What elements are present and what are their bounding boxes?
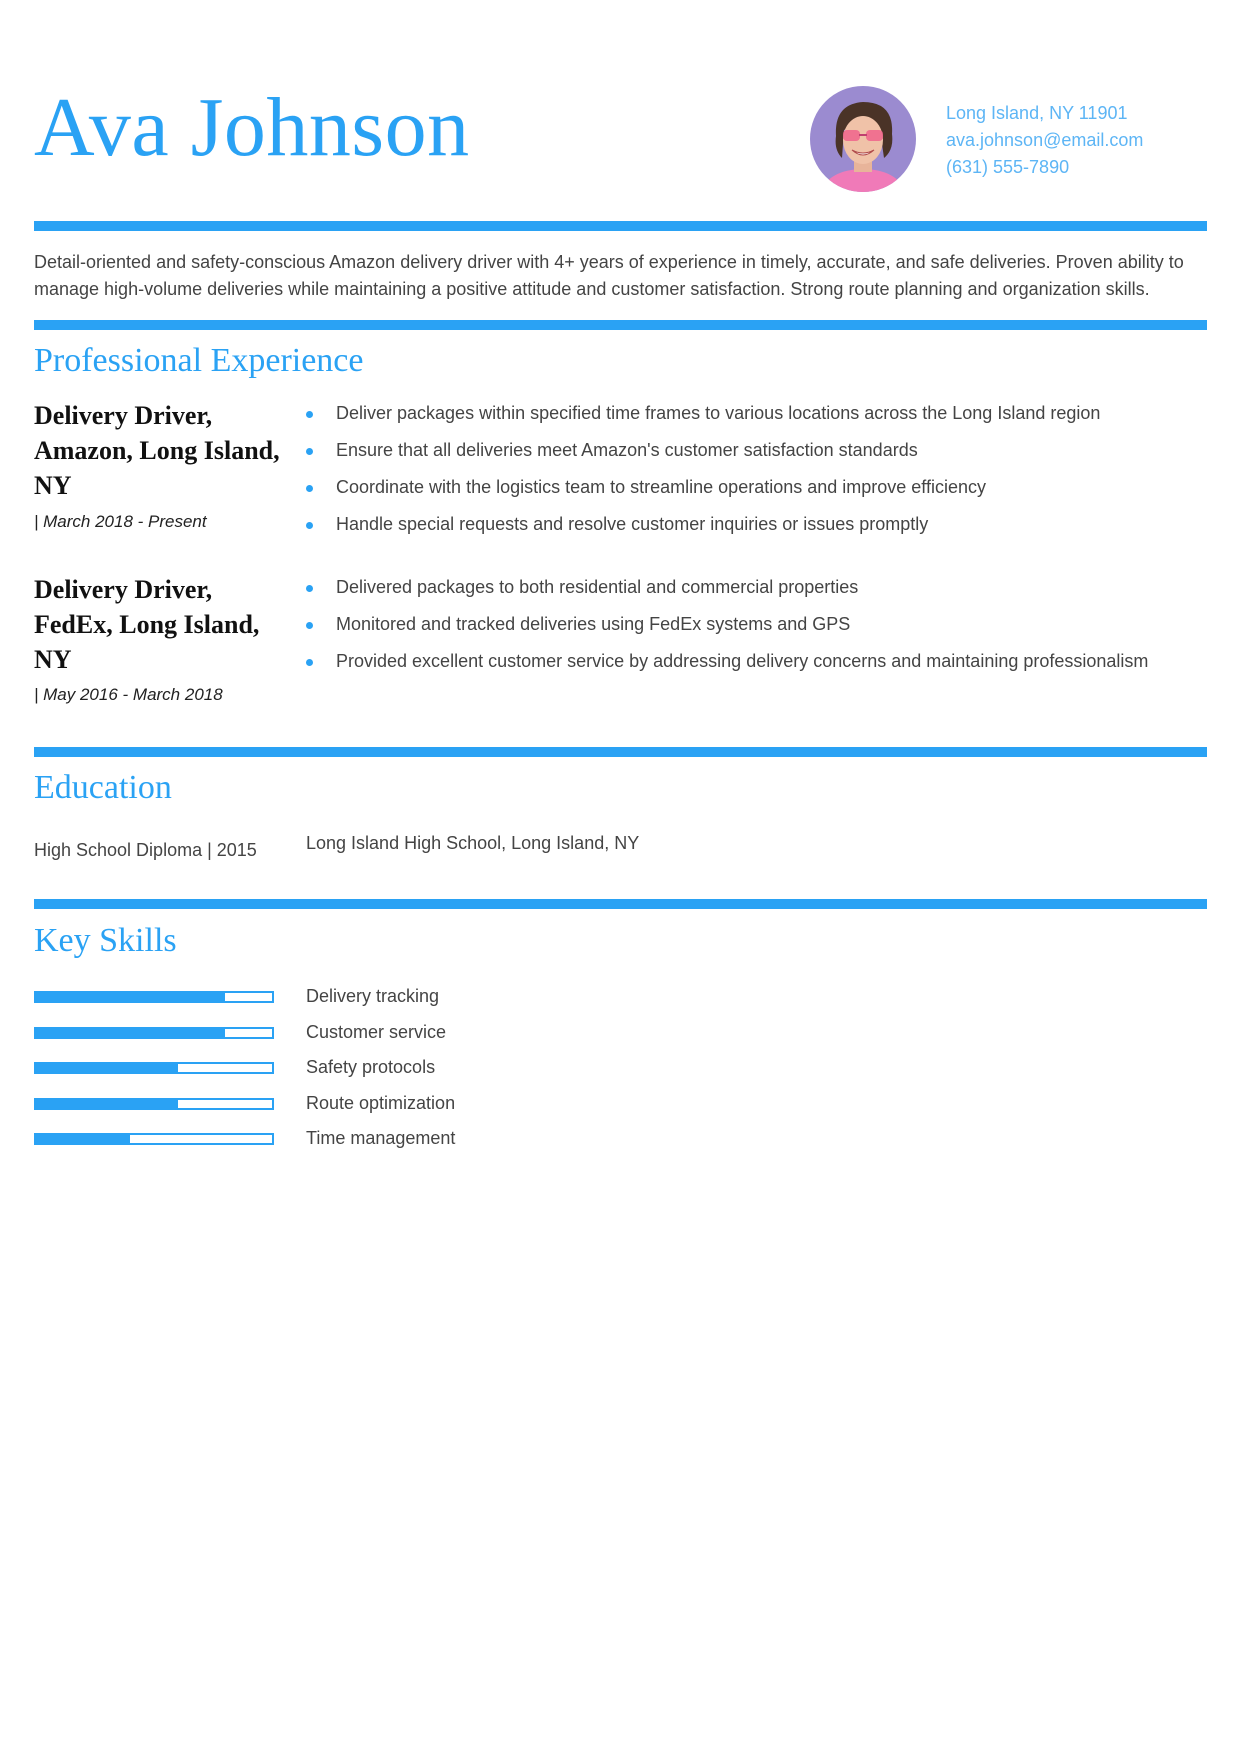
job-dates: | May 2016 - March 2018 xyxy=(34,685,223,704)
skill-level-fill xyxy=(36,1064,178,1072)
skill-label: Route optimization xyxy=(306,1092,456,1113)
skill-level-bar xyxy=(34,1027,274,1039)
contact-info xyxy=(946,100,1143,181)
avatar xyxy=(810,86,916,192)
job-bullet: Delivered packages to both residential and commercial properties xyxy=(306,575,1148,612)
location-text: Long Island, NY 11901 xyxy=(946,103,1128,123)
job-bullets xyxy=(306,575,1148,686)
skill-level-bar xyxy=(34,1133,274,1145)
skill-label: Safety protocols xyxy=(306,1057,436,1077)
phone-text: (631) 555-7890 xyxy=(946,157,1070,177)
job-bullet: Deliver packages within specified time frames to various locations across the Long Island region xyxy=(306,401,1100,438)
skill-level-fill xyxy=(36,993,225,1001)
skill-level-fill xyxy=(36,1135,130,1143)
candidate-name: Ava Johnson xyxy=(34,81,470,174)
education-heading: Education xyxy=(34,769,172,806)
skill-level-bar xyxy=(34,1098,274,1110)
skill-level-bar xyxy=(34,991,274,1003)
profile-photo-image xyxy=(810,86,916,192)
skills-divider xyxy=(34,899,1207,909)
job-bullets xyxy=(306,401,1100,549)
job-bullet: Monitored and tracked deliveries using FedEx systems and GPS xyxy=(306,612,1148,649)
skills-heading: Key Skills xyxy=(34,922,177,959)
skill-level-bar xyxy=(34,1062,274,1074)
job-bullet: Coordinate with the logistics team to streamline operations and improve efficiency xyxy=(306,475,1100,512)
job-title: Delivery Driver, FedEx, Long Island, NY xyxy=(34,575,260,674)
job-title: Delivery Driver, Amazon, Long Island, NY xyxy=(34,401,280,500)
email-link[interactable]: ava.johnson@email.com xyxy=(946,130,1144,150)
skill-label: Delivery tracking xyxy=(306,986,440,1006)
job-bullet: Provided excellent customer service by addressing delivery concerns and maintaining professionalism xyxy=(306,649,1148,686)
job-dates: | March 2018 - Present xyxy=(34,512,207,531)
summary-text: Detail-oriented and safety-conscious Amazon delivery driver with 4+ years of experience in timely, accurate, and safe deliveries. Proven ability to manage high-volume deliveries while maintaining a positive attitude and customer satisfaction. Strong route planning and organization skills. xyxy=(34,252,1184,299)
skill-label: Time management xyxy=(306,1128,456,1148)
skill-level-fill xyxy=(36,1100,178,1108)
job-bullet: Ensure that all deliveries meet Amazon's customer satisfaction standards xyxy=(306,438,1100,475)
job-bullet: Handle special requests and resolve customer inquiries or issues promptly xyxy=(306,512,1100,549)
header-divider xyxy=(34,221,1207,231)
school-text: Long Island High School, Long Island, NY xyxy=(306,833,640,853)
education-divider xyxy=(34,747,1207,757)
degree-text: High School Diploma | 2015 xyxy=(34,840,257,860)
skill-label: Customer service xyxy=(306,1021,447,1042)
experience-heading: Professional Experience xyxy=(34,342,364,379)
skill-level-fill xyxy=(36,1029,225,1037)
experience-divider xyxy=(34,320,1207,330)
